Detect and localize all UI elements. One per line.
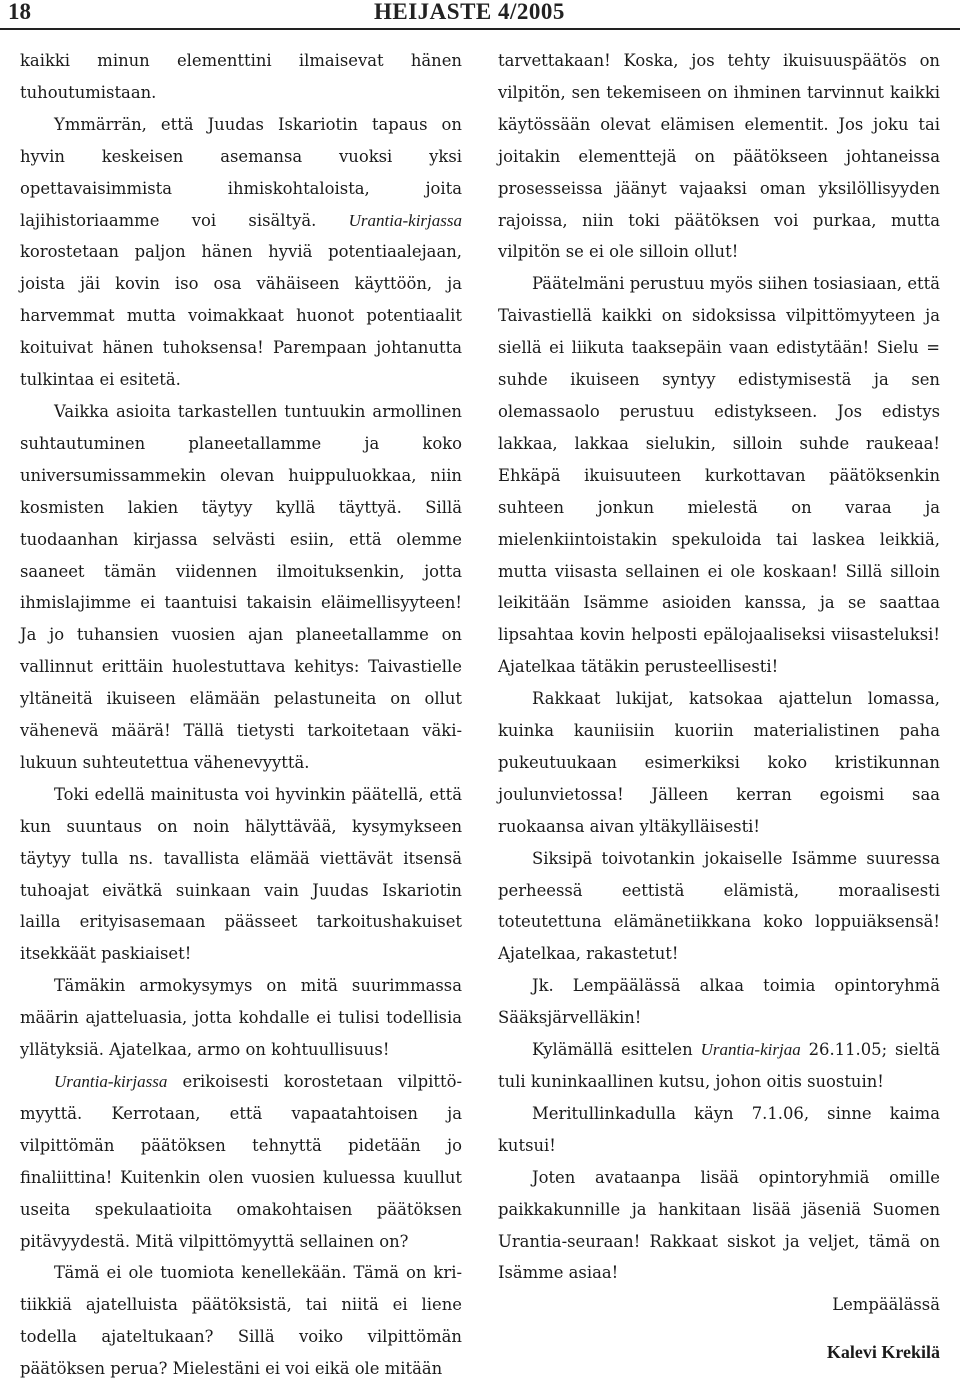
paragraph: Joten avataanpa lisää opintoryhmiä omille paikkakunnille ja hankitaan lisää jäseniä Suomen Urantia-seuraan! Rakkaat siskot ja veljet, tämä on Isämme asiaa! xyxy=(498,1167,940,1283)
paragraph: Päätelmäni perustuu myös siihen tosiasiaan, että Taivastiellä kaikki on sidoksissa vilpittömyyteen ja siellä ei liikuta taaksepäin vaan edistytään! Sielu = suhde ikuiseen syntyy edistymisestä ja sen olemassaolo perustuu edistykseen. Jos edistys lakkaa, lakkaa sielukin, silloin suhde raukeaa! Ehkäpä ikuisuuteen kurkottavan päätöksenkin suhteen jonkun mielestä on varaa ja mielenkiintoistakin spekuloida tai laskea leikkiä, mutta viisasta sellainen ei ole koskaan! Sillä silloin leikitään Isämme asioiden kanssa, ja se saattaa lipsahtaa kovin helposti epälojaaliseksi viisasteluksi! Ajatelkaa tätäkin perusteellisesti! xyxy=(498,274,940,677)
page-header xyxy=(0,0,960,40)
paragraph: Kylämällä esittelen Urantia-kirjaa 26.11.05; sieltä tuli kuninkaallinen kutsu, johon oitis suostuin! xyxy=(498,1040,940,1091)
paragraph: Jk. Lempäälässä alkaa toimia opintoryhmä Sääksjärvelläkin! xyxy=(498,976,940,1028)
paragraph: Tämäkin armokysymys on mitä suurimmassa määrin ajatteluasia, jotta kohdalle ei tulisi todellisia yllätyksiä. Ajatelkaa, armo on kohtuullisuus! xyxy=(20,976,462,1060)
paragraph: tarvettakaan! Koska, jos tehty ikuisuuspäätös on vilpitön, sen tekemiseen on ihminen tarvinnut kaikki käytössään olevat elämisen elementit. Jos joku tai joitakin elementtejä on päätökseen johtaneissa prosesseissa jäänyt vajaaksi oman yksilöllisyyden rajoissa, niin toki päätöksen voi purkaa, mutta vilpitön se ei ole silloin ollut! xyxy=(498,51,940,262)
paragraph: Tämä ei ole tuomiota kenellekään. Tämä on kritiikkiä ajatelluista päätöksistä, tai niitä ei liene todella ajateltukaan? Sillä voiko vilpittömän päätöksen perua? Mielestäni ei voi eikä ole mitään xyxy=(20,1263,462,1379)
place-line: Lempäälässä xyxy=(832,1295,940,1315)
paragraph: Urantia-kirjassa erikoisesti korostetaan vilpittömyyttä. Kerrotaan, että vapaatahtoisen ja vilpittömän päätöksen tehnyttä pidetään jo finaliittina! Kuitenkin olen vuosien kuluessa kuullut useita spekulaatioita omakohtaisen päätöksen pitävyydestä. Mitä vilpittömyyttä sellainen on? xyxy=(20,1072,462,1251)
page-number: 18 xyxy=(8,0,31,24)
book-title: Urantia-kirjassa xyxy=(54,1072,168,1091)
paragraph: kaikki minun elementtini ilmaisevat hänen tuhoutumistaan. xyxy=(20,51,462,102)
paragraph: Toki edellä mainitusta voi hyvinkin päätellä, että kun suuntaus on noin hälyttävää, kysymykseen täytyy tulla ns. tavallista elämää viettävät itsensä tuhoajat eivätkä suinkaan vain Juudas Iskariotin lailla erityisasemaan päässeet tarkoitushakuiset itsekkäät paskiaiset! xyxy=(20,784,462,964)
paragraph: Rakkaat lukijat, katsokaa ajattelun lomassa, kuinka kauniisiin kuoriin materialistinen paha pukeutuukaan esimerkiksi koko kristikunnan joulunvietossa! Jälleen kerran egoismi saa ruokaansa aivan yltäkylläisesti! xyxy=(498,689,940,836)
paragraph: Meritullinkadulla käyn 7.1.06, sinne kaima kutsui! xyxy=(498,1103,940,1155)
author-signature: Kalevi Krekilä xyxy=(826,1342,940,1363)
article-column-right xyxy=(498,45,940,1369)
article-column-left xyxy=(20,45,462,1385)
book-title: Urantia-kirjassa xyxy=(348,210,462,230)
book-title: Urantia-kirjaa xyxy=(700,1040,801,1060)
paragraph: Ymmärrän, että Juudas Iskariotin tapaus on hyvin keskeisen asemansa vuoksi yksi opettavaisimmista ihmiskohtaloista, joita lajihistoriaamme voi sisältyä. Urantia-kirjassa korostetaan paljon hänen hyviä potentiaalejaan, joista jäi kovin iso osa vähäiseen käyttöön, ja harvemmat mutta voimakkaat huonot potentiaalit koituivat hänen tuhoksensa! Parempaan johtanutta tulkintaa ei esitetä. xyxy=(20,114,462,390)
header-rule xyxy=(0,28,960,30)
publication-issue-title: HEIJASTE 4/2005 xyxy=(374,0,565,24)
paragraph: Vaikka asioita tarkastellen tuntuukin armollinen suhtautuminen planeetallamme ja koko universumissammekin olevan huippuluokkaa, niin kosmisten lakien täytyy kyllä täyttyä. Sillä tuodaanhan kirjassa selvästi esiin, että olemme saaneet tämän viidennen ilmoituksenkin, jotta ihmislajimme ei taantuisi takaisin eläimellisyyteen! Ja jo tuhansien vuosien ajan planeetallamme on vallinnut erittäin huolestuttava kehitys: Taivastielle yltäneitä ikuiseen elämään pelastuneita on ollut vähenevä määrä! Tällä tietysti tarkoitetaan väkilukuun suhteutettua vähenevyyttä. xyxy=(20,401,462,772)
paragraph: Siksipä toivotankin jokaiselle Isämme suuressa perheessä eettistä elämistä, moraalisesti toteutettuna elämänetiikkana koko loppuiäksensä! Ajatelkaa, rakastetut! xyxy=(498,848,940,964)
